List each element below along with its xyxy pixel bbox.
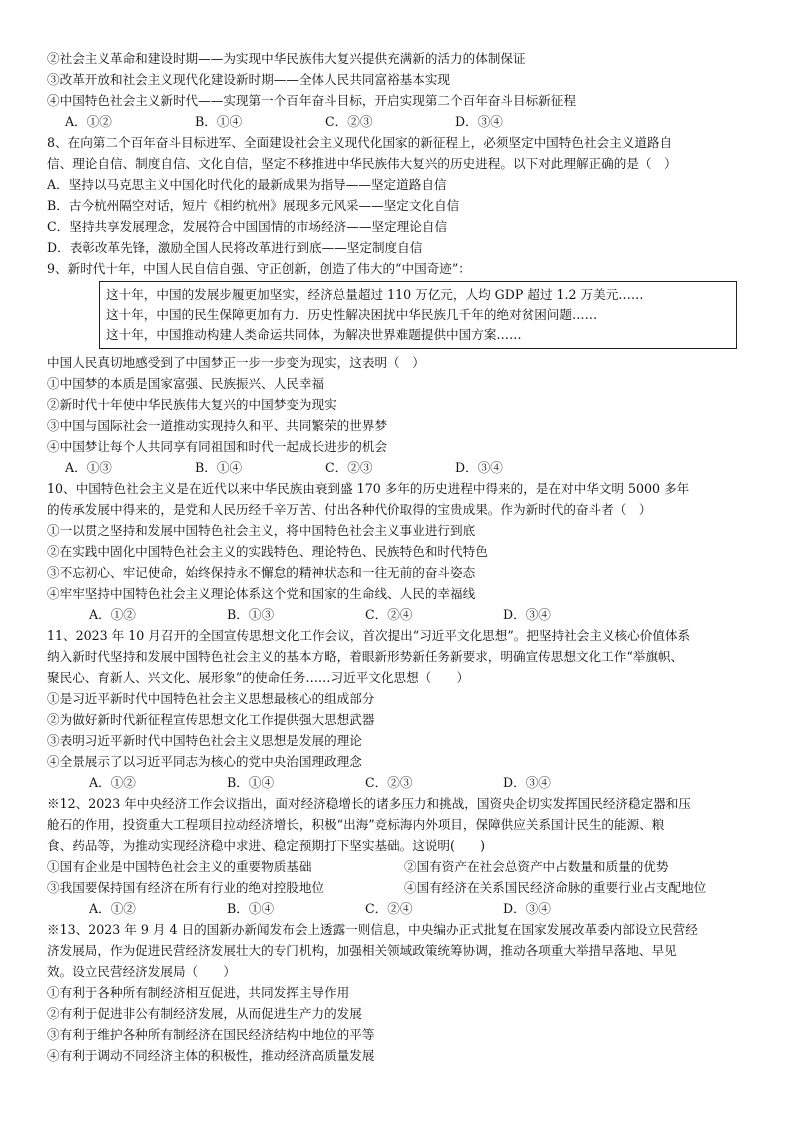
option-a[interactable]: A．①③ [65, 460, 112, 475]
q11-options [47, 772, 747, 793]
q8-option-c[interactable]: C．坚持共享发展理念，发展符合中国国情的市场经济——坚定理论自信 [47, 219, 448, 234]
q10-stem-line-2: 的传承发展中得来的，是党和人民历经千辛万苦、付出各种代价取得的宝贵成果。作为新时代的奋斗者（ ） [47, 502, 652, 517]
q11-item-4: ④全景展示了以习近平同志为核心的党中央治国理政理念 [47, 754, 362, 769]
q12-options [47, 898, 747, 919]
q13-item-3: ③有利于维护各种所有制经济在国民经济结构中地位的平等 [47, 1027, 375, 1042]
q12-items-row-2 [47, 877, 747, 898]
exam-page [47, 48, 747, 1066]
q11-stem-line-1: 11、2023 年 10 月召开的全国宣传思想文化工作会议，首次提出“习近平文化思想”。把坚持社会主义核心价值体系 [47, 628, 691, 643]
question-10 [47, 478, 747, 625]
option-a[interactable]: A．①② [89, 607, 136, 622]
option-b[interactable]: B．①④ [227, 901, 275, 916]
option-a[interactable]: A．①② [89, 901, 136, 916]
q8-stem-line-2: 信、理论自信、制度自信、文化自信，坚定不移推进中华民族伟大复兴的历史进程。以下对此理解正确的是（ ） [47, 156, 677, 171]
q9-item-1: ①中国梦的本质是国家富强、民族振兴、人民幸福 [47, 376, 325, 391]
q10-item-1: ①一以贯之坚持和发展中国特色社会主义，将中国特色社会主义事业进行到底 [47, 523, 476, 538]
question-9 [47, 258, 747, 478]
q13-stem-line-2: 济发展局，作为促进民营经济发展壮大的专门机构，加强相关领域政策统筹协调，推动各项重大举措早落地、早见 [47, 943, 677, 958]
q9-stem: 9、新时代十年，中国人民自信自强、守正创新，创造了伟大的“中国奇迹”： [47, 261, 471, 276]
q11-item-3: ③表明习近平新时代中国特色社会主义思想是发展的理论 [47, 733, 362, 748]
option-b[interactable]: B．①④ [195, 114, 243, 129]
option-a[interactable]: A．①② [89, 775, 136, 790]
option-d[interactable]: D．③④ [455, 460, 503, 475]
q9-item-2: ②新时代十年使中华民族伟大复兴的中国梦变为现实 [47, 397, 337, 412]
option-b[interactable]: B．①④ [227, 775, 275, 790]
option-c[interactable]: C．②③ [325, 114, 373, 129]
q12-items-row-1 [47, 856, 747, 877]
q12-item-1: ①国有企业是中国特色社会主义的重要物质基础 [47, 859, 312, 874]
option-b[interactable]: B．①③ [227, 607, 275, 622]
option-d[interactable]: D．③④ [503, 607, 551, 622]
q8-option-d[interactable]: D．表彰改革先锋，激励全国人民将改革进行到底——坚定制度自信 [47, 240, 423, 255]
q9-material-box [99, 281, 737, 349]
option-d[interactable]: D．③④ [503, 775, 551, 790]
q11-item-1: ①是习近平新时代中国特色社会主义思想最核心的组成部分 [47, 691, 375, 706]
q12-item-4: ④国有经济在关系国民经济命脉的重要行业占支配地位 [404, 880, 707, 895]
q13-stem-line-1: ※13、2023 年 9 月 4 日的国新办新闻发布会上透露一则信息，中央编办正式批复在国家发展改革委内部设立民营经 [47, 922, 698, 937]
q7-item-3: ③改革开放和社会主义现代化建设新时期——全体人民共同富裕基本实现 [47, 72, 450, 87]
q10-options [47, 604, 747, 625]
option-d[interactable]: D．③④ [503, 901, 551, 916]
q10-item-4: ④牢牢坚持中国特色社会主义理论体系这个党和国家的生命线、人民的幸福线 [47, 586, 476, 601]
q13-item-1: ①有利于各种所有制经济相互促进，共同发挥主导作用 [47, 985, 350, 1000]
q10-item-2: ②在实践中固化中国特色社会主义的实践特色、理论特色、民族特色和时代特色 [47, 544, 488, 559]
q13-stem-line-3: 效。设立民营经济发展局（ ） [47, 964, 236, 979]
question-13 [47, 919, 747, 1066]
q9-material-line-1: 这十年，中国的发展步履更加坚实，经济总量超过 110 万亿元，人均 GDP 超过 1.2 万美元…… [106, 287, 644, 302]
q12-stem-line-3: 食、药品等，为推动实现经济稳中求进、稳定预期打下坚实基础。这说明( ) [47, 838, 486, 853]
q12-stem-line-1: ※12、2023 年中央经济工作会议指出，面对经济稳增长的诸多压力和挑战，国资央企切实发挥国民经济稳定器和压 [47, 796, 691, 811]
q8-option-a[interactable]: A．坚持以马克思主义中国化时代化的最新成果为指导——坚定道路自信 [47, 177, 447, 192]
q9-material-line-3: 这十年，中国推动构建人类命运共同体，为解决世界难题提供中国方案…… [106, 327, 522, 342]
q9-question: 中国人民真切地感受到了中国梦正一步一步变为现实，这表明（ ） [47, 355, 425, 370]
option-c[interactable]: C．②④ [365, 607, 413, 622]
option-c[interactable]: C．②③ [365, 775, 413, 790]
option-c[interactable]: C．②③ [325, 460, 373, 475]
option-a[interactable]: A．①② [65, 114, 112, 129]
q7-options [47, 111, 747, 132]
q12-stem-line-2: 舱石的作用，投资重大工程项目拉动经济增长，积极“出海”竞标海内外项目，保障供应关系国计民生的能源、粮 [47, 817, 665, 832]
q8-stem-line-1: 8、在向第二个百年奋斗目标进军、全面建设社会主义现代化国家的新征程上，必须坚定中国特色社会主义道路自 [47, 135, 673, 150]
q9-options [47, 457, 747, 478]
q7-item-4: ④中国特色社会主义新时代——实现第一个百年奋斗目标，开启实现第二个百年奋斗目标新征程 [47, 93, 576, 108]
q10-item-3: ③不忘初心、牢记使命，始终保持永不懈怠的精神状态和一往无前的奋斗姿态 [47, 565, 476, 580]
q9-item-4: ④中国梦让每个人共同享有同祖国和时代一起成长进步的机会 [47, 439, 388, 454]
question-12 [47, 793, 747, 919]
question-11 [47, 625, 747, 793]
q9-material-line-2: 这十年，中国的民生保障更加有力．历史性解决困扰中华民族几千年的绝对贫困问题…… [106, 307, 598, 322]
question-8 [47, 132, 747, 258]
q11-item-2: ②为做好新时代新征程宣传思想文化工作提供强大思想武器 [47, 712, 375, 727]
q9-item-3: ③中国与国际社会一道推动实现持久和平、共同繁荣的世界梦 [47, 418, 388, 433]
q11-stem-line-3: 聚民心、育新人、兴文化、展形象”的使命任务……习近平文化思想（ ） [47, 670, 470, 685]
q8-option-b[interactable]: B．古今杭州隔空对话，短片《相约杭州》展现多元风采——坚定文化自信 [47, 198, 460, 213]
q13-item-4: ④有利于调动不同经济主体的积极性，推动经济高质量发展 [47, 1048, 375, 1063]
q7-item-2: ②社会主义革命和建设时期——为实现中华民族伟大复兴提供充满新的活力的体制保证 [47, 51, 526, 66]
q12-item-3: ③我国要保持国有经济在所有行业的绝对控股地位 [47, 880, 325, 895]
option-d[interactable]: D．③④ [455, 114, 503, 129]
option-c[interactable]: C．②④ [365, 901, 413, 916]
question-7-tail [47, 48, 747, 132]
q13-item-2: ②有利于促进非公有制经济发展，从而促进生产力的发展 [47, 1006, 362, 1021]
option-b[interactable]: B．①④ [195, 460, 243, 475]
q12-item-2: ②国有资产在社会总资产中占数量和质量的优势 [404, 859, 669, 874]
q10-stem-line-1: 10、中国特色社会主义是在近代以来中华民族由衰到盛 170 多年的历史进程中得来的，是在对中华文明 5000 多年 [47, 481, 690, 496]
q11-stem-line-2: 纳入新时代坚持和发展中国特色社会主义的基本方略，着眼新形势新任务新要求，明确宣传思想文化工作“举旗帜、 [47, 649, 684, 664]
